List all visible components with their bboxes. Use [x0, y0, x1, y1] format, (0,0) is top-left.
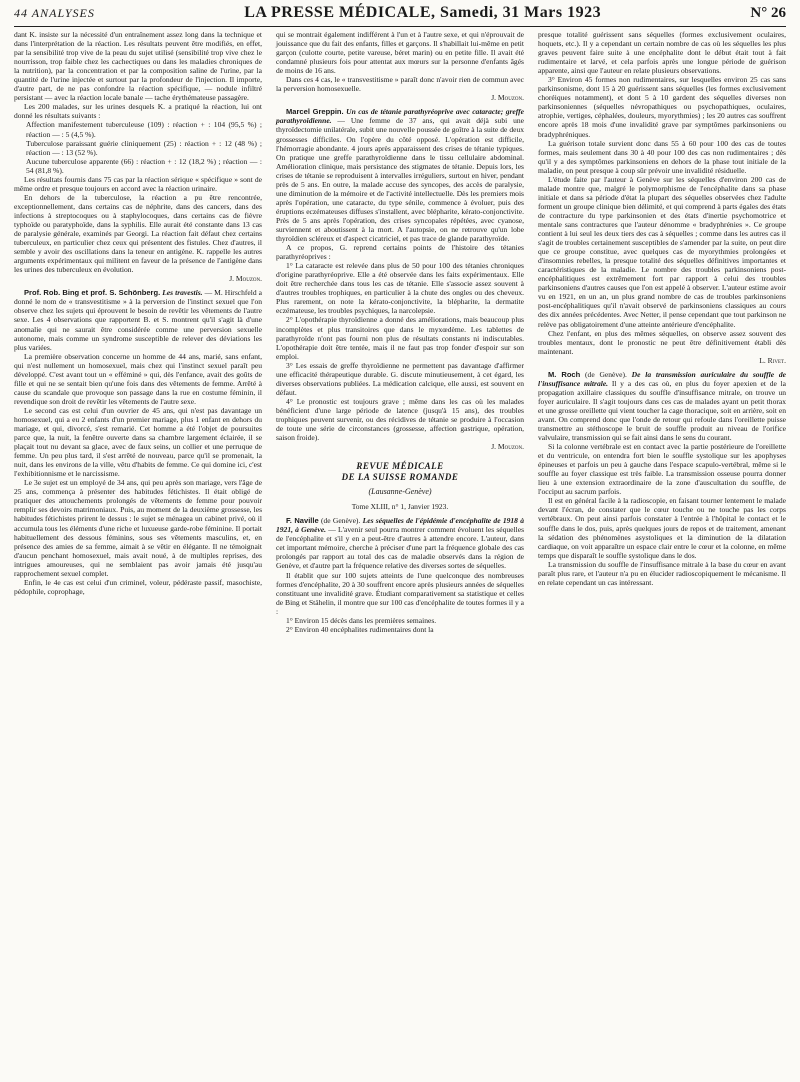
paragraph: Dans ces 4 cas, le « transvestitisme » paraît donc n'avoir rien de commun avec la perversion homosexuelle. [276, 75, 524, 94]
page-number-section: 44 ANALYSES [14, 5, 95, 20]
article-heading [538, 370, 786, 442]
review-city: (Lausanne-Genève) [368, 487, 432, 497]
article-text: — M. Hirschfeld a donné le nom de « transvestitisme » à la perversion de l'instinct sexuel que l'on observe chez les sujets qui éprouvent le besoin de revêtir les vêtements de l'autre sexe. Les 4 observations que rapportent B. et S. montrent qu'il s'agit là d'une anomalie qui ne saurait être considérée comme une perversion sexuelle autonome, mais comme un syndrome susceptible de relever des déviations les plus variées. [14, 288, 262, 352]
issue-number: N° 26 [750, 4, 786, 21]
paragraph: 1° Environ 15 décès dans les premières semaines. [286, 615, 437, 625]
result-item: Tuberculose paraissant guérie cliniquement (25) : réaction + : 12 (48 %) ; réaction — : 13 (52 %). [26, 138, 262, 157]
author-signature: L. Rivet. [759, 355, 786, 365]
paragraph: Le second cas est celui d'un ouvrier de 45 ans, qui n'est pas davantage un homosexuel, qui a eu 2 enfants d'un premier mariage, plus 1 enfant en dehors du mariage, et qui, divorcé, s'est remarié. Cet homme a été l'objet de poursuites parce que, la nuit, la fenêtre ouverte dans sa chambre largement éclairée, il se plaçait tout nu devant sa glace, avec de faux seins, un collier et une perruque de femme. Un peu plus tard, il s'est arrêté de nouveau, parce qu'il se promenait, la nuit, dans les environs de la ville, vêtu d'habits de femme. Ce qui domine ici, c'est l'exhibitionnisme et le narcissisme. [14, 405, 262, 479]
paragraph: L'étude faite par l'auteur à Genève sur les séquelles d'environ 200 cas de malade montre que, malgré le polymorphisme de l'encéphalite dans sa phase initiale et dans sa période d'état la plupart des séquelles observées chez l'adulte forment un groupe clinique bien délimité, et qui comprend à parts égales des états de contracture du type parkinsonien et des états d'inertie psychomotrice et mentale sans contractures que l'auteur dénomme « bradyphrénies ». Ce groupe contient à lui seul les deux tiers des cas à séquelles ; comme dans les autres cas il s'agit de troubles certainement susceptibles de s'amender par la suite, on peut dire que ce groupe constitue, avec quelques cas de myorythmies prolongées et d'insomnies rebelles, la presque totalité des séquelles définitives importantes et caractéristiques de la maladie. Le nombre des troubles parkinsoniens post-encéphalitiques est extrêmement fort par rapport à celui des troubles parkinsoniens d'autres causes que l'on est appelé à observer. L'auteur estime avoir vu en 1921, en un an, un plus grand nombre de cas de troubles parkinsoniens post-encéphalitiques qu'il n'avait observé de parkinsoniens classiques au cours des dix années précédentes. Avec Netter, il pense cependant que tout parkinson ne relève pas obligatoirement d'une atteinte antérieure d'encéphalite. [538, 174, 786, 329]
review-issue: Tome XLIII, n° 1, Janvier 1923. [351, 502, 449, 512]
paragraph: Les résultats fournis dans 75 cas par la réaction sérique « spécifique » sont de même ordre et presque toujours en accord avec la réaction urinaire. [14, 174, 262, 193]
paragraph: 2° Environ 40 encéphalites rudimentaires dont la [286, 624, 434, 634]
review-title-line-1: REVUE MÉDICALE [356, 461, 444, 472]
article-author: M. Roch [548, 369, 581, 379]
author-affiliation: (de Genève). [320, 516, 361, 526]
paragraph: Si la colonne vertébrale est en contact avec la partie postérieure de l'oreillette et du ventricule, on entendra fort bien le souffle systolique sur les apophyses épineuses et parfois un peu à gauche dans l'espace scapulo-vertébral, même si le souffle au foyer classique est très faible. La transmission osseuse pourra donner lieu à une extension extraordinaire de la zone d'auscultation du souffle, de l'occiput au sacrum parfois. [538, 442, 786, 497]
result-item: Affection manifestement tuberculeuse (109) : réaction + : 104 (95,5 %) ; réaction — : 5 (4,5 %). [26, 120, 262, 139]
paragraph: La première observation concerne un homme de 44 ans, marié, sans enfant, qui n'est nullement un homosexuel, mais chez qui l'instinct sexuel paraît peu développé. C'est avant tout un « efféminé » qui, dès l'enfance, avait des goûts de fille et qui ne se sentait bien qu'une fois dans des vêtements de femme. Arrêté à cause du scandale que provoque son passage dans la rue en costume féminin, il revendique son droit de revêtir les vêtements de l'autre sexe. [14, 351, 262, 406]
journal-title: LA PRESSE MÉDICALE, Samedi, 31 Mars 1923 [244, 4, 602, 21]
paragraph: En dehors de la tuberculose, la réaction a pu être rencontrée, exceptionnellement, dans certains cas de néphrite, dans des cancers, dans des infections à streptocoques ou à staphylocoques, dans certains cas de fièvre typhoïde ou paratyphoïde, dans la syphilis. Elle aurait été constante dans 13 cas de paralysie générale, examinés par Georgi. La réaction fait défaut chez certains tuberculeux, en particulier chez ceux qui présentent des fistules. Chez d'autres, il semble y avoir des oscillations dans la teneur en antigène. K. rappelle les autres arguments expérimentaux qui militent en faveur de la présence de l'antigène dans les urines des tuberculeux en évolution. [14, 192, 262, 275]
paragraph: presque totalité guérissent sans séquelles (formes exclusivement oculaires, hoquets, etc.). Il y a cependant un certain nombre de cas où les séquelles les plus graves peuvent faire suite à une encéphalite dont le début était tout à fait rudimentaire et larvé, et cela parfois après une longue période de guérison apparente, ainsi que l'auteur en relate plusieurs observations. [538, 30, 786, 76]
article-author: Prof. Rob. Bing et prof. S. Schönberg. [24, 288, 161, 298]
article-title: De la transmission auriculaire du souffle de l'insuffisance mitrale. [538, 369, 786, 388]
paragraph: 2° L'opothérapie thyroïdienne a donné des améliorations, mais beaucoup plus incomplètes et plus transitoires que dans le myxœdème. Les tablettes de parathyroïde n'ont pas fourni non plus de résultats constants ni indiscutables. L'opothérapie doit être tentée, mais il ne faut pas trop fonder d'espoir sur son emploi. [276, 315, 524, 361]
paragraph: 1° La cataracte est relevée dans plus de 50 pour 100 des tétanies chroniques d'origine parathyréoprive. Elle a été observée dans les faits expérimentaux. Elle doit être recherchée dans tous les cas de tétanie. Elle s'associe assez souvent à d'autres troubles trophiques, en particulier à la chute des ongles ou des cheveux. Plus rarement, on note la kérato-conjonctivite, la blépharite, la dermatite eczémateuse, les troubles psychiques, la narcolepsie. [276, 261, 524, 316]
author-affiliation: (de Genève). [585, 369, 627, 379]
column-3 [538, 30, 786, 634]
article-text: — L'avenir seul pourra montrer comment évoluent les séquelles de l'encéphalite et s'il y en a peut-être d'autres à attendre encore. L'auteur, dans cet important mémoire, cherche à préciser d'une part la fréquence globale des cas prolongés par rapport au total des cas de maladie observés dans la région de Genève, et d'autre part la fréquence relative des diverses sortes de séquelles. [276, 525, 525, 571]
paragraph: dant K. insiste sur la nécessité d'un entraînement assez long dans la technique et dans l'interprétation de la réaction. Les résultats peuvent être modifiés, en effet, par la sensibilité trop vive de la peau du sujet utilisé (sensibilité trop vive chez le nourrisson, trop faible chez les cachectiques ou dans les maladies chroniques de la nutrition), par la concentration et par la composition saline de l'urine, par la quantité de l'urine injectée et surtout par la profondeur de l'injection. Il importe, d'autre part, de ne pas confondre la réaction spécifique, — nodule infiltré persistant — avec la réaction locale banale — tache érythémateuse passagère. [14, 30, 262, 103]
article-columns [14, 30, 786, 634]
page-header [14, 0, 786, 27]
paragraph: La transmission du souffle de l'insuffisance mitrale à la base du cœur en avant paraît plus rare, et l'auteur n'a pu en élucider radioscopiquement le mécanisme. Il en relate cependant un cas intéressant. [538, 559, 786, 587]
paragraph: A ce propos, G. reprend certains points de l'histoire des tétanies parathyréoprives : [276, 243, 524, 262]
paragraph: 4° Le pronostic est toujours grave ; même dans les cas où les malades bénéficient d'une large période de latence (jusqu'à 15 ans), des troubles trophiques peuvent survenir, ou des récidives de tétanie se produire à l'occasion de toute une série de circonstances (grossesse, affection gastrique, opération, saison froide). [276, 396, 524, 443]
paragraph: qui se montrait également indifférent à l'un et à l'autre sexe, et qui n'éprouvait de jouissance que du fait des enfants, filles et garçons. Il s'habillait lui-même en petit garçon (culotte courte, petite vareuse, béret marin) ou en petite fille. Il avait été condamné plusieurs fois pour attentat aux mœurs sur la personne d'enfants âgés de moins de 16 ans. [276, 30, 524, 76]
paragraph: La guérison totale survient donc dans 55 à 60 pour 100 des cas de toutes formes, mais seulement dans 30 à 40 pour 100 des cas non rudimentaires ; dès qu'il y a des symptômes parkinsoniens en dehors de la phase tout initiale de la maladie, on peut presque à coup sûr prévoir une invalidité résiduelle. [538, 138, 786, 175]
paragraph: Enfin, le 4e cas est celui d'un criminel, voleur, pédéraste passif, masochiste, pédophile, coprophage, [14, 577, 262, 596]
paragraph: Le 3e sujet est un employé de 34 ans, qui peu après son mariage, vers l'âge de 25 ans, commença à présenter des habitudes fétichistes. Il était obligé de pratiquer des attouchements prolongés de vêtements de femme pour pouvoir remplir ses devoirs matrimoniaux. Puis, au moment de la deuxième grossesse, les habitudes fétichistes prirent le dessus : le sujet se ménagea un cabinet privé, où il accumula tous les éléments d'une riche et luxueuse garde-robe féminine. Il portait habituellement des dessous féminins, sous ses vêtements masculins, et, en présence des amies de sa femme, aimait à se vêtir en élégante. Il ne témoignait d'aucun penchant homosexuel, mais avait noué, à de multiples reprises, des intrigues amoureuses, qui ne semblaient pas avoir jamais été jusqu'au rapprochement sexuel complet. [14, 478, 262, 578]
paragraph: 3° Les essais de greffe thyroïdienne ne permettent pas davantage d'affirmer une efficacité thérapeutique durable. G. discute minutieusement, à cet égard, les diverses observations publiées. La médication calcique, elle aussi, est souvent en défaut. [276, 360, 524, 397]
paragraph: Il est en général facile à la radioscopie, en faisant tourner lentement le malade devant l'écran, de constater que le cœur touche ou ne touche pas les corps vertébraux. On peut ainsi parfois constater à l'entrée à l'hôpital le contact et le souffle dans le dos, puis, après quelques jours de repos et de traitement, amenant la sédation des phénomènes asystoliques et la diminution de la dilatation cardiaque, on voit apparaître un espace clair entre le cœur et la colonne, en même temps que disparaît le souffle systolique dans le dos. [538, 496, 786, 560]
column-1 [14, 30, 262, 634]
article-heading [276, 107, 524, 243]
article-title: Les séquelles de l'épidémie d'encéphalite de 1918 à 1921, à Genève. [276, 516, 524, 535]
paragraph: 3° Environ 45 formes non rudimentaires, sur lesquelles environ 25 cas sans parkinsonisme, dont 15 à 20 guérissent sans séquelles (les formes exclusivement choréiques notamment), et dont 5 à 10 gardent des séquelles diverses non parkinsoniennes (séquelles névropathiques ou psychopathiques, oculaires, atrophie, vertiges, céphalées, douleurs, myorythmies) ; les 20 autres cas souffrent encore après 18 mois d'une invalidité grave par symptômes parkinsoniens ou bradyphréniques. [538, 75, 786, 139]
paragraph: Il établit que sur 100 sujets atteints de l'une quelconque des nombreuses formes d'encéphalite, 20 à 30 souffrent encore après plusieurs années de séquelles constituant une invalidité grave. Étudiant comparativement sa statistique et celles de Bing et Stähelin, il montre que sur 100 cas d'encéphalite de toutes formes il y a : [276, 570, 524, 616]
paragraph: Chez l'enfant, en plus des mêmes séquelles, on observe assez souvent des troubles mentaux, dont le pronostic ne peut être définitivement établi dès maintenant. [538, 328, 786, 356]
author-signature: J. Mouzon. [491, 93, 524, 103]
article-heading [14, 288, 262, 351]
article-title: Les travestis. [162, 288, 203, 298]
article-author: F. Naville [286, 516, 319, 526]
article-text: — Une femme de 37 ans, qui avait déjà subi une thyroïdectomie unilatérale, subit une nouvelle poussée de goître à la suite de deux grossesses difficiles. On l'opère du côté opposé. L'opération est difficile, l'hémorragie abondante. 4 jours après apparaissent des crises de tétanie typiques. On pratique une greffe parathyroïdienne dans le tissu cellulaire abdominal. Amélioration clinique, mais persistance des stigmates de tétanie. Depuis lors, les crises de tétanie se reproduisent à intervalles irréguliers, surtout en hiver, pendant près de 5 ans. En outre, la malade accuse des syncopes, des accès de paralysie, une diminution de la mémoire et de l'activité intellectuelle. Dès les premiers mois après l'opération, une cataracte, du type sénile, commence à évoluer, puis des éruptions eczémateuses diffuses s'installent, avec blépharite, kérato-conjonctivite. Près de 5 ans après l'opération, des crises syncopales répétées, avec cyanose, surviennent et aboutissent à la mort. A l'autopsie, on ne retrouve qu'un lobe thyroïdien scléreux et d'aspect cicatriciel, et pas trace de glande parathyroïde. [276, 116, 524, 244]
column-2 [276, 30, 524, 634]
article-heading [276, 516, 524, 570]
paragraph: Les 200 malades, sur les urines desquels K. a pratiqué la réaction, lui ont donné les résultats suivants : [14, 102, 262, 121]
review-title-line-2: DE LA SUISSE ROMANDE [341, 472, 459, 483]
author-signature: J. Mouzon. [491, 442, 524, 452]
article-author: Marcel Greppin. [286, 107, 344, 117]
article-title: Un cas de tétanie parathyréoprive avec cataracte; greffe parathyroïdienne. [276, 107, 524, 126]
author-signature: J. Mouzon. [229, 274, 262, 284]
result-item: Aucune tuberculose apparente (66) : réaction + : 12 (18,2 %) ; réaction — : 54 (81,8 %). [26, 156, 262, 175]
review-section-title [276, 461, 524, 483]
article-text: Il y a des cas où, en plus du foyer apexien et de la propagation axillaire classiques du souffle d'insuffisance mitrale, on trouve un foyer auriculaire. Il s'agit toujours dans ces cas de malades ayant un petit thorax et une grosse oreillette qui vient toucher la cage thoracique, soit en arrière, soit en avant. On comprend donc que l'onde de retour qui refoule dans l'oreillette puisse transmettre au stéthoscope le bruit de souffle produit au niveau de l'orifice valvulaire, transmission qui se fait ainsi dans le sens du courant. [538, 378, 787, 443]
